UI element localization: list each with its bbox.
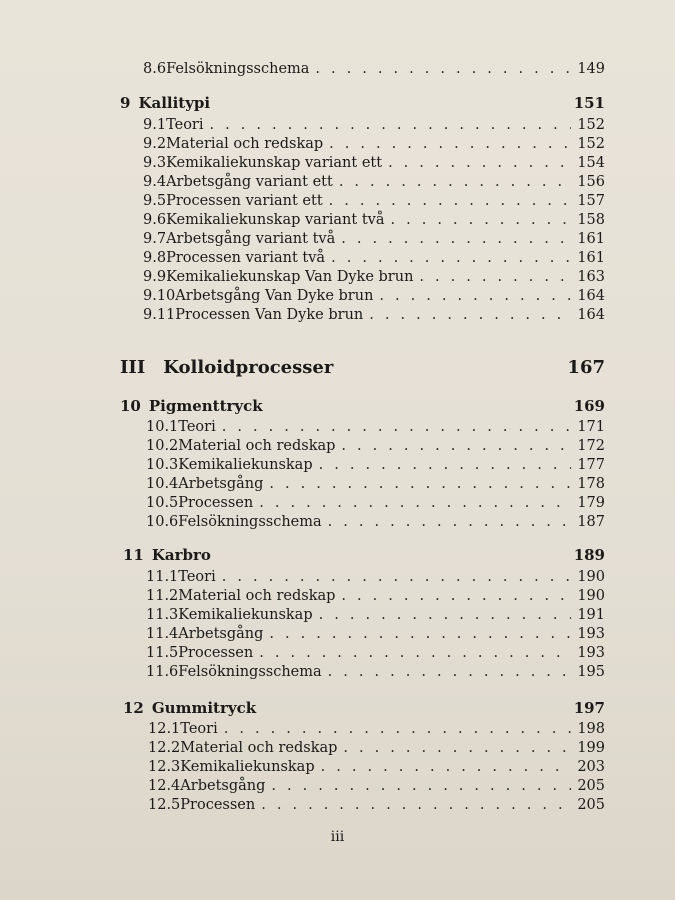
section-title: Material och redskap [178, 438, 336, 454]
section-page: 164 [577, 307, 605, 323]
section-title: Processen [178, 495, 254, 511]
section-title: Arbetsgång [178, 476, 264, 492]
section-number: 9.4 [143, 174, 167, 190]
toc-section-row [146, 456, 605, 474]
page-number-footer: iii [330, 829, 345, 845]
section-page: 191 [577, 607, 605, 623]
section-number: 9.3 [143, 155, 167, 171]
section-page: 190 [577, 588, 605, 604]
leader-dots [319, 606, 572, 624]
section-page: 161 [577, 231, 605, 247]
section-number: 12.5 [148, 797, 181, 813]
section-title: Processen variant ett [166, 193, 323, 209]
leader-dots [379, 287, 571, 305]
section-page: 164 [577, 288, 605, 304]
leader-dots [328, 663, 572, 681]
section-number: 9.11 [143, 307, 176, 323]
toc-section-row [146, 644, 605, 662]
chapter-title: Pigmenttryck [148, 397, 263, 415]
section-number: 11.3 [146, 607, 179, 623]
leader-dots [419, 268, 571, 286]
toc-section-row [143, 306, 605, 324]
toc-section-row [143, 230, 605, 248]
toc-section-row [148, 720, 605, 738]
leader-dots [341, 230, 571, 248]
section-page: 190 [577, 569, 605, 585]
toc-section-row [146, 494, 605, 512]
leader-dots [269, 475, 571, 493]
section-title: Kemikaliekunskap variant två [166, 212, 385, 228]
section-page: 158 [577, 212, 605, 228]
leader-dots [222, 418, 572, 436]
section-title: Processen [180, 797, 256, 813]
section-number: 9.5 [143, 193, 167, 209]
section-page: 195 [577, 664, 605, 680]
leader-dots [224, 720, 572, 738]
section-page: 193 [577, 645, 605, 661]
leader-dots [331, 249, 571, 267]
section-title: Arbetsgång [180, 778, 266, 794]
section-number: 12.1 [148, 721, 181, 737]
toc-section-row [146, 663, 605, 681]
section-title: Felsökningsschema [166, 61, 310, 77]
section-title: Processen [178, 645, 254, 661]
toc-section-row [148, 758, 605, 776]
leader-dots [210, 116, 572, 134]
section-title: Arbetsgång variant ett [166, 174, 333, 190]
section-number: 9.10 [143, 288, 176, 304]
toc-chapter-row [123, 699, 605, 717]
toc-section-row [143, 287, 605, 305]
chapter-number: 12 [123, 699, 144, 717]
section-number: 9.7 [143, 231, 167, 247]
section-number: 12.2 [148, 740, 181, 756]
chapter-title: Gummitryck [151, 699, 257, 717]
section-number: 9.8 [143, 250, 167, 266]
section-title: Teori [178, 419, 216, 435]
toc-section-row [143, 60, 605, 78]
section-title: Teori [178, 569, 216, 585]
leader-dots [369, 306, 571, 324]
chapter-title: Kallitypi [138, 94, 211, 112]
chapter-page: 151 [573, 94, 605, 112]
toc-part-row [120, 359, 605, 377]
section-title: Arbetsgång variant två [166, 231, 336, 247]
section-page: 199 [577, 740, 605, 756]
toc-section-row [143, 249, 605, 267]
toc-section-row [146, 587, 605, 605]
section-title: Material och redskap [178, 588, 336, 604]
toc-section-row [146, 606, 605, 624]
section-title: Material och redskap [166, 136, 324, 152]
leader-dots [329, 135, 571, 153]
leader-dots [315, 60, 571, 78]
part-page: 167 [567, 357, 605, 378]
section-title: Kemikaliekunskap [180, 759, 315, 775]
chapter-title: Karbro [151, 546, 211, 564]
section-number: 11.6 [146, 664, 179, 680]
leader-dots [329, 192, 572, 210]
toc-section-row [143, 173, 605, 191]
leader-dots [328, 513, 572, 531]
chapter-number: 9 [120, 94, 131, 112]
section-number: 11.5 [146, 645, 179, 661]
section-page: 193 [577, 626, 605, 642]
chapter-page: 197 [573, 699, 605, 717]
section-number: 8.6 [143, 61, 167, 77]
section-number: 11.4 [146, 626, 179, 642]
section-page: 203 [577, 759, 605, 775]
section-number: 12.3 [148, 759, 181, 775]
leader-dots [259, 494, 571, 512]
section-title: Teori [166, 117, 204, 133]
leader-dots [269, 625, 571, 643]
leader-dots [343, 739, 571, 757]
leader-dots [321, 758, 572, 776]
leader-dots [222, 568, 572, 586]
section-title: Felsökningsschema [178, 514, 322, 530]
section-page: 187 [577, 514, 605, 530]
section-number: 11.1 [146, 569, 179, 585]
section-title: Felsökningsschema [178, 664, 322, 680]
section-number: 10.3 [146, 457, 179, 473]
toc-section-row [143, 268, 605, 286]
section-title: Teori [180, 721, 218, 737]
chapter-page: 169 [573, 397, 605, 415]
toc-section-row [146, 437, 605, 455]
section-title: Kemikaliekunskap [178, 457, 313, 473]
leader-dots [388, 154, 571, 172]
part-title: Kolloidprocesser [163, 357, 334, 378]
leader-dots [341, 587, 571, 605]
chapter-number: 10 [120, 397, 141, 415]
section-page: 152 [577, 136, 605, 152]
toc-section-row [143, 116, 605, 134]
toc-section-row [143, 192, 605, 210]
section-page: 205 [577, 797, 605, 813]
section-title: Processen variant två [166, 250, 326, 266]
leader-dots [261, 796, 571, 814]
section-page: 152 [577, 117, 605, 133]
toc-chapter-row [123, 546, 605, 564]
section-page: 161 [577, 250, 605, 266]
toc-section-row [148, 739, 605, 757]
section-page: 154 [577, 155, 605, 171]
toc-section-row [143, 135, 605, 153]
section-number: 11.2 [146, 588, 179, 604]
section-number: 10.6 [146, 514, 179, 530]
toc-chapter-row [120, 397, 605, 415]
section-number: 10.1 [146, 419, 179, 435]
leader-dots [271, 777, 571, 795]
leader-dots [319, 456, 572, 474]
section-number: 9.2 [143, 136, 167, 152]
toc-section-row [146, 625, 605, 643]
toc-chapter-row [120, 94, 605, 112]
section-number: 9.6 [143, 212, 167, 228]
section-title: Material och redskap [180, 740, 338, 756]
leader-dots [259, 644, 571, 662]
chapter-page: 189 [573, 546, 605, 564]
section-title: Arbetsgång [178, 626, 264, 642]
section-page: 171 [577, 419, 605, 435]
section-number: 12.4 [148, 778, 181, 794]
section-number: 9.1 [143, 117, 167, 133]
chapter-number: 11 [123, 546, 144, 564]
leader-dots [339, 173, 572, 191]
leader-dots [390, 211, 571, 229]
toc-section-row [148, 777, 605, 795]
section-number: 10.2 [146, 438, 179, 454]
section-page: 177 [577, 457, 605, 473]
section-page: 157 [577, 193, 605, 209]
leader-dots [341, 437, 571, 455]
toc-section-row [146, 475, 605, 493]
section-page: 163 [577, 269, 605, 285]
part-number: III [120, 357, 146, 378]
section-title: Kemikaliekunskap variant ett [166, 155, 383, 171]
section-page: 179 [577, 495, 605, 511]
toc-section-row [148, 796, 605, 814]
section-number: 9.9 [143, 269, 167, 285]
section-number: 10.5 [146, 495, 179, 511]
section-page: 198 [577, 721, 605, 737]
section-page: 156 [577, 174, 605, 190]
section-number: 10.4 [146, 476, 179, 492]
toc-section-row [146, 513, 605, 531]
section-page: 149 [577, 61, 605, 77]
toc-section-row [146, 568, 605, 586]
section-title: Kemikaliekunskap [178, 607, 313, 623]
section-title: Kemikaliekunskap Van Dyke brun [166, 269, 414, 285]
section-title: Arbetsgång Van Dyke brun [175, 288, 374, 304]
section-page: 178 [577, 476, 605, 492]
section-page: 205 [577, 778, 605, 794]
toc-section-row [146, 418, 605, 436]
toc-section-row [143, 154, 605, 172]
toc-section-row [143, 211, 605, 229]
section-title: Processen Van Dyke brun [175, 307, 364, 323]
section-page: 172 [577, 438, 605, 454]
